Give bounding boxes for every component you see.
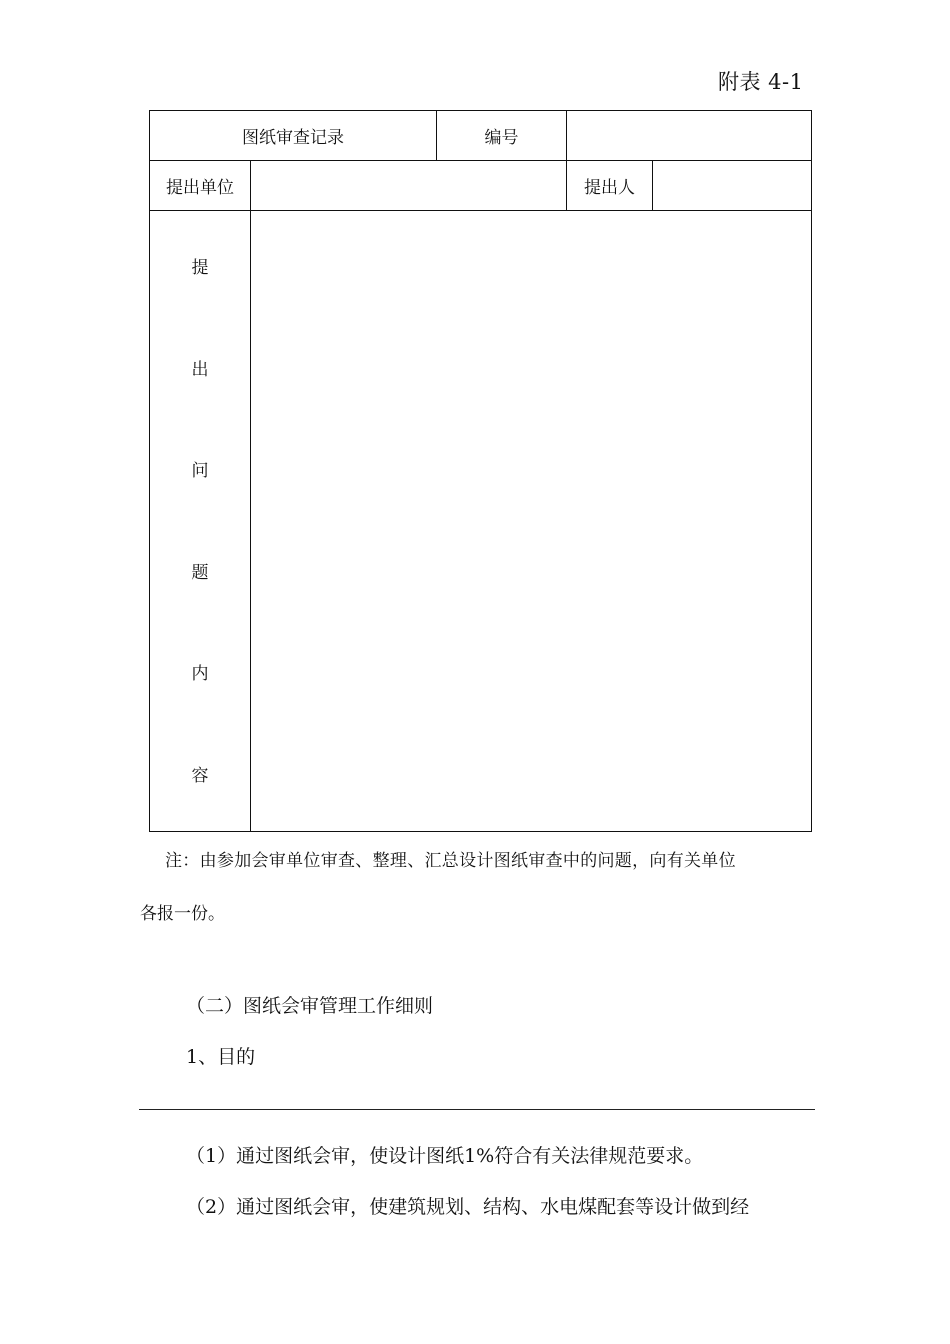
- unit-label-cell: [150, 161, 251, 211]
- content-label-char: 题: [191, 562, 209, 583]
- drawing-review-record-form: [149, 110, 812, 832]
- content-label-char: 内: [191, 664, 209, 685]
- content-label-char: 出: [191, 359, 209, 380]
- paragraph: （1）通过图纸会审，使设计图纸1%符合有关法律规范要求。: [186, 1145, 704, 1167]
- appendix-label: 附表 4-1: [718, 70, 804, 94]
- issue-content-area[interactable]: [251, 211, 811, 831]
- number-label: 编号: [484, 128, 519, 148]
- content-vertical-label: [150, 211, 250, 831]
- number-field[interactable]: [567, 111, 812, 161]
- content-label-char: 容: [191, 765, 209, 786]
- note-text-continued: 各报一份。: [140, 904, 225, 924]
- page-divider: [139, 1109, 815, 1110]
- issue-content-field[interactable]: [251, 211, 812, 832]
- item-heading: 1、目的: [186, 1046, 256, 1068]
- number-label-cell: [437, 111, 567, 161]
- unit-label: 提出单位: [166, 178, 234, 198]
- form-title: 图纸审查记录: [242, 128, 344, 148]
- person-field[interactable]: [653, 161, 812, 211]
- note-text: 注：由参加会审单位审查、整理、汇总设计图纸审查中的问题，向有关单位: [165, 851, 736, 871]
- content-label-char: 提: [191, 258, 209, 278]
- content-label-char: 问: [191, 461, 209, 482]
- unit-field[interactable]: [251, 161, 567, 211]
- person-label-cell: [567, 161, 653, 211]
- paragraph: （2）通过图纸会审，使建筑规划、结构、水电煤配套等设计做到经: [186, 1196, 750, 1218]
- section-heading: （二）图纸会审管理工作细则: [186, 995, 434, 1017]
- content-label-cell: [150, 211, 251, 832]
- form-title-cell: [150, 111, 437, 161]
- person-label: 提出人: [584, 178, 635, 198]
